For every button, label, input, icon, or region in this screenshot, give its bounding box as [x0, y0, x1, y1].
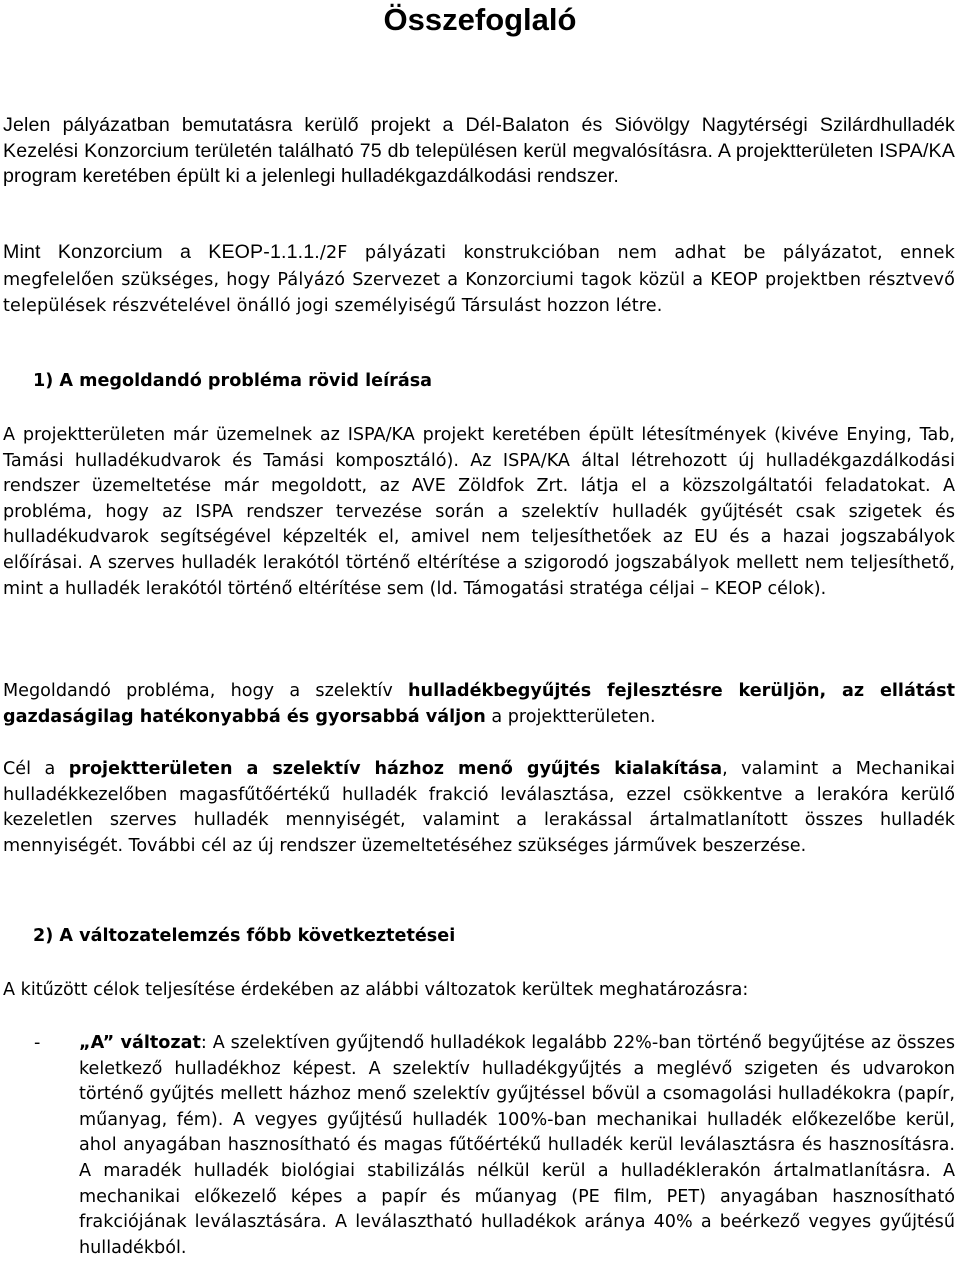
section-1-paragraph-3-emphasis: projektterületen a szelektív házhoz menő gyűjtés kialakítása	[68, 759, 723, 779]
bullet-variant-a-text: : A szelektíven gyűjtendő hulladékok legalább 22%-ban történő begyűjtése az összes keletkező hulladékhoz képest. A szelektív hulladékgyűjtés a meglévő szigeten és udvarokon történő gyűjtés mellett házhoz menő szelektív gyűjtéssel bővül a csomagolási hulladékokra (papír, műanyag, fém). A vegyes gyűjtésű hulladék 100%-ban mechanikai hulladék előkezelőbe kerül, ahol anyagában hasznosítható és magas fűtőértékű hulladék kerül leválasztásra és hasznosításra. A maradék hulladék biológiai stabilizálás nélkül kerül a hulladéklerakón ártalmatlanításra. A mechanikai előkezelő képes a papír és műanyag (PE film, PET) anyagában hasznosítható frakciójának leválasztására. A leválasztható hulladékok aránya 40% a beérkező vegyes gyűjtésű hulladékból.	[79, 1033, 955, 1258]
section-1-paragraph-2-c: a projektterületen.	[485, 706, 656, 727]
bullet-variant-a	[79, 1031, 955, 1261]
section-1-paragraph-3-c: , valamint a Mechanikai hulladékkezelőben magasfűtőértékű hulladék frakció leválasztása, ezzel csökkentve a lerakóra kerülő kezeletlen szerves hulladék mennyiségét, valamint a lerakással ártalmatlanított összes hulladék mennyiségét. További cél az új rendszer üzemeltetéséhez szükséges járművek beszerzése.	[3, 759, 955, 856]
section-1-paragraph-3-a: Cél a	[3, 759, 69, 779]
section-2-intro: A kitűzött célok teljesítése érdekében az alábbi változatok kerültek meghatározásra:	[3, 980, 749, 1000]
intro-paragraph-2-lead: Mint Konzorcium a KEOP-1.1.1.	[3, 241, 320, 263]
page-title: Összefoglaló	[383, 2, 577, 37]
bullet-variant-a-lead: „A” változat	[79, 1033, 201, 1053]
section-1-paragraph-1: A projektterületen már üzemelnek az ISPA/KA projekt keretében épült létesítmények (kivéve Enying, Tab, Tamási hulladékudvarok és Tamási komposztáló). Az ISPA/KA által létrehozott új hulladékgazdálkodási rendszer üzemeltetése már megoldott, az AVE Zöldfok Zrt. látja el a közszolgáltatói feladatokat. A probléma, hogy az ISPA rendszer tervezése során a szelektív hulladék gyűjtését csak szigetek és hulladékudvarok segítségével képzelték el, amivel nem teljesíthetőek az EU és a hazai jogszabályok előírásai. A szerves hulladék lerakótól történő eltérítése a szigorodó jogszabályok mellett nem teljesíthető, mint a hulladék lerakótól történő eltérítése sem (ld. Támogatási stratéga céljai – KEOP célok).	[3, 425, 955, 599]
intro-paragraph-2	[3, 240, 955, 320]
bullet-dash: -	[34, 1033, 41, 1053]
section-1-heading: 1) A megoldandó probléma rövid leírása	[33, 371, 433, 391]
section-1-paragraph-2-a: Megoldandó probléma, hogy a szelektív	[3, 681, 409, 701]
intro-paragraph-2-rest: /2F pályázati konstrukcióban nem adhat be pályázatot, ennek megfelelően szükséges, hogy Pályázó Szervezet a Konzorciumi tagok közül a KEOP projektben résztvevő települések részvételével önálló jogi személyiségű Társulást hozzon létre.	[3, 243, 955, 317]
section-1-paragraph-3	[3, 757, 955, 859]
section-1-paragraph-2-emphasis: hulladékbegyűjtés fejlesztésre kerüljön, az ellátást gazdaságilag hatékonyabbá és gyorsabbá váljon	[3, 681, 955, 727]
intro-paragraph-1: Jelen pályázatban bemutatásra kerülő projekt a Dél-Balaton és Sióvölgy Nagytérségi Szilárdhulladék Kezelési Konzorcium területén található 75 db településen kerül megvalósításra. A projektterületen ISPA/KA program keretében épült ki a jelenlegi hulladékgazdálkodási rendszer.	[3, 114, 955, 187]
section-1-paragraph-2	[3, 679, 955, 730]
section-2-heading: 2) A változatelemzés főbb következtetései	[33, 926, 456, 946]
